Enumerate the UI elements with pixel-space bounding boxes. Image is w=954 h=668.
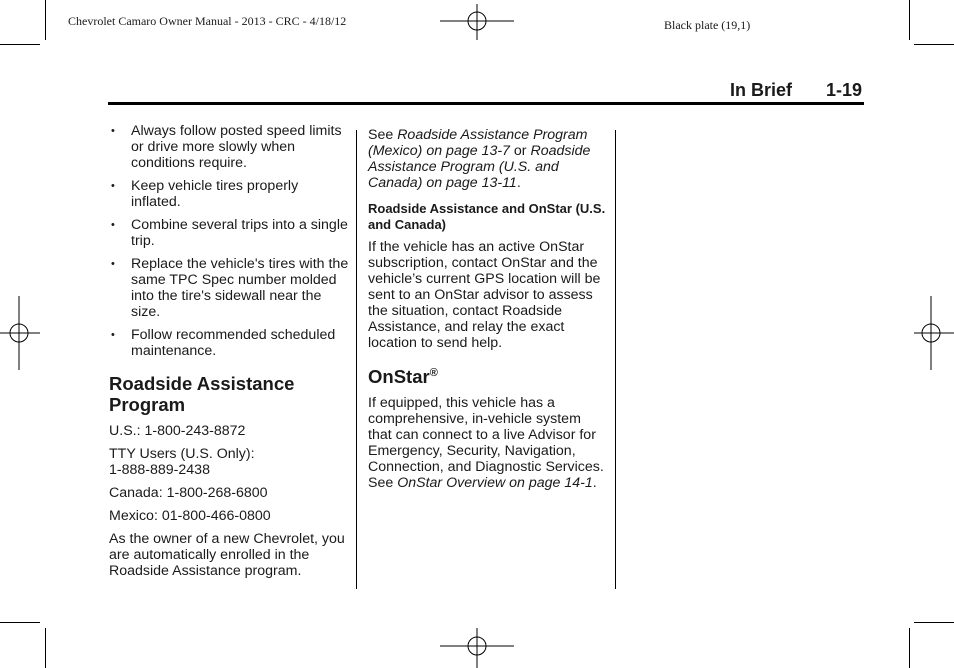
- onstar-roadside-heading: Roadside Assistance and OnStar (U.S. and Canada): [368, 201, 606, 232]
- header-rule: [108, 102, 864, 105]
- column-1: [109, 123, 349, 586]
- onstar-text: If equipped, this vehicle has a comprehensive, in-vehicle system that can connect to a live Advisor for Emergency, Security, Navigation, Connection, and Diagnostic Services. See OnStar Overview on page 14-1.: [368, 395, 604, 491]
- tty-info: [109, 446, 349, 478]
- column-divider-1: [356, 130, 357, 589]
- roadside-us-canada-link[interactable]: Roadside Assistance Program (U.S. and Canada) on page 13-11: [368, 143, 591, 191]
- manual-info: Chevrolet Camaro Owner Manual - 2013 - CRC - 4/18/12: [68, 14, 347, 28]
- roadside-mexico-link[interactable]: Roadside Assistance Program (Mexico) on page 13-7: [368, 127, 588, 159]
- bullet-icon: •: [111, 180, 115, 192]
- mexico-phone: Mexico: 01-800-466-0800: [109, 508, 271, 524]
- list-item: • Follow recommended scheduled maintenance.: [111, 327, 336, 359]
- column-divider-2: [615, 130, 616, 589]
- section-title: In Brief: [730, 80, 793, 100]
- registered-mark: ®: [429, 366, 438, 379]
- enrollment-text: As the owner of a new Chevrolet, you are automatically enrolled in the Roadside Assistance program.: [109, 531, 345, 579]
- onstar-overview-link[interactable]: OnStar Overview on page 14-1: [397, 475, 593, 491]
- tips-list: [109, 123, 349, 359]
- list-item: • Keep vehicle tires properly inflated.: [111, 178, 299, 210]
- registration-mark-right-icon: [914, 296, 954, 370]
- bullet-icon: •: [111, 125, 115, 137]
- column-2: [368, 127, 608, 498]
- canada-phone: Canada: 1-800-268-6800: [109, 485, 268, 501]
- roadside-heading: Roadside Assistance Program: [109, 373, 295, 415]
- onstar-roadside-text: If the vehicle has an active OnStar subscription, contact OnStar and the vehicle’s current GPS location will be sent to an OnStar advisor to assess the situation, contact Roadside Assistance, and relay the exact location to send help.: [368, 239, 601, 351]
- bullet-icon: •: [111, 258, 115, 270]
- list-item: • Always follow posted speed limits or drive more slowly when conditions require.: [111, 123, 342, 171]
- plate-label: Black plate (19,1): [664, 18, 751, 32]
- registration-mark-top-icon: [440, 4, 514, 40]
- see-reference: See Roadside Assistance Program (Mexico) on page 13-7 or Roadside Assistance Program (U.S. and Canada) on page 13-11.: [368, 127, 591, 191]
- tty-label: TTY Users (U.S. Only):: [109, 446, 255, 462]
- tty-phone: 1-888-889-2438: [109, 462, 210, 478]
- bullet-icon: •: [111, 329, 115, 341]
- registration-mark-bottom-icon: [440, 628, 514, 668]
- onstar-heading: OnStar®: [368, 366, 438, 387]
- list-item: • Combine several trips into a single trip.: [111, 217, 348, 249]
- page-number: 1-19: [826, 80, 863, 100]
- list-item: • Replace the vehicle's tires with the same TPC Spec number molded into the tire's sidewall near the size.: [111, 256, 349, 320]
- bullet-icon: •: [111, 219, 115, 231]
- us-phone: U.S.: 1-800-243-8872: [109, 423, 246, 439]
- registration-mark-left-icon: [0, 296, 40, 370]
